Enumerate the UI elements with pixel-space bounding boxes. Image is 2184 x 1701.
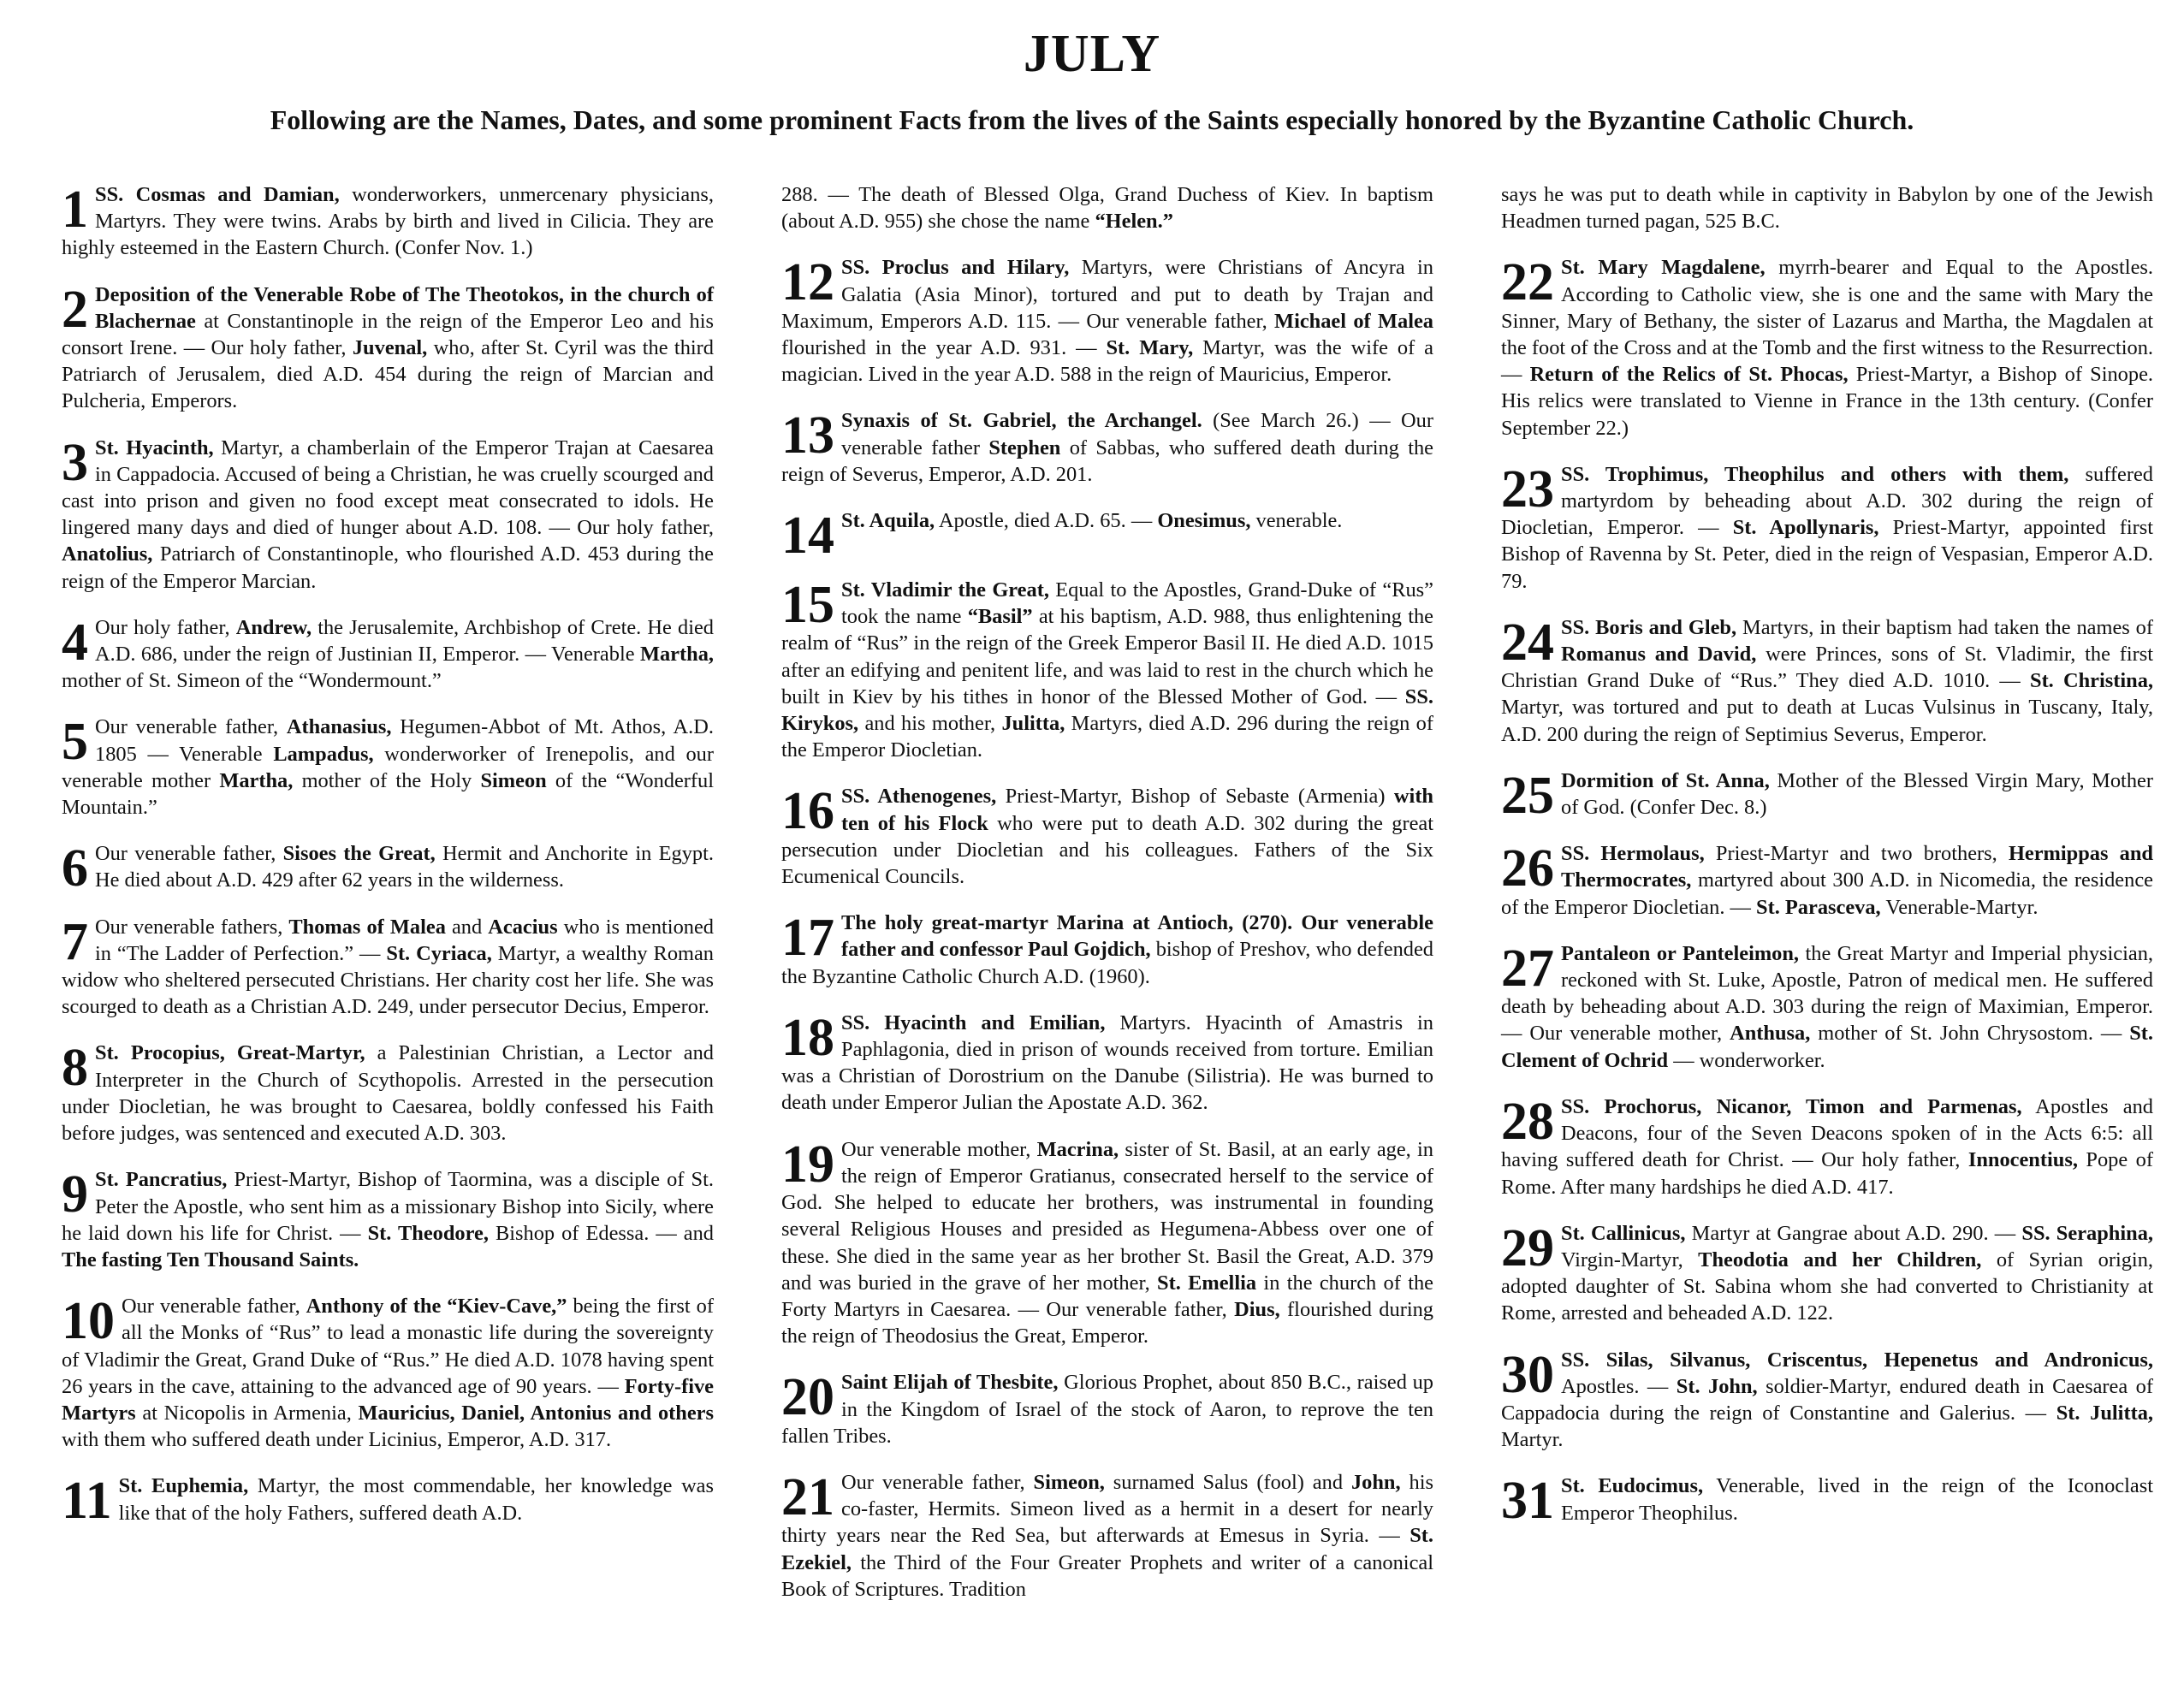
day-entry-3 (62, 435, 714, 595)
day-entry-17 (781, 910, 1433, 990)
saint-name: Acacius (488, 915, 558, 939)
saint-name: St. Julitta, (2056, 1401, 2154, 1425)
saint-name: St. Christina, (2030, 669, 2153, 693)
saint-name: John, (1350, 1470, 1401, 1494)
day-number: 4 (62, 613, 88, 672)
saint-name: Sisoes the Great, (282, 842, 436, 866)
column-3 (1501, 181, 2153, 1622)
day-entry-5 (62, 714, 714, 821)
entry-text: and (445, 915, 489, 939)
saint-name: The holy great-martyr Marina at Antioch, (270). Our venerable father and confessor Paul Gojdich, (841, 911, 1433, 962)
entry-text: Priest-Martyr and two brothers, (1704, 842, 2009, 866)
entry-text: at his baptism, A.D. 988, thus enlightening the realm of “Rus” in the reign of the Greek Emperor Basil II. He died A.D. 1015 after an edifying and penitent life, and was laid to rest in the church which he built in Kiev by his tithes in honor of the Blessed Mother of God. — (781, 605, 1433, 708)
saint-name: Athanasius, (286, 715, 392, 739)
entry-text: Our venerable father, (95, 715, 287, 739)
saint-name: Julitta, (1001, 712, 1065, 736)
saint-name: St. Theodore, (367, 1221, 489, 1245)
saint-name: Macrina, (1036, 1137, 1119, 1161)
saint-name: “Basil” (967, 605, 1033, 629)
saint-name: Anthony of the “Kiev-Cave,” (306, 1295, 567, 1319)
saint-name: St. Apollynaris, (1732, 516, 1879, 540)
day-entry-1 (62, 181, 714, 262)
saint-name: Forty-five Martyrs (62, 1374, 714, 1425)
entry-text: Apostles. — (1561, 1374, 1677, 1398)
entry-text: wonderworker of Irenepolis, and our venerable mother (62, 742, 714, 792)
day-number: 2 (62, 280, 88, 339)
day-number: 6 (62, 839, 88, 898)
day-entry-8 (62, 1040, 714, 1147)
entry-text: Virgin-Martyr, (1561, 1248, 1699, 1271)
entry-text: Patriarch of Constantinople, who flourished A.D. 453 during the reign of the Emperor Marcian. (62, 542, 714, 593)
saint-name: St. Procopius, Great-Martyr, (95, 1041, 365, 1065)
entry-text: of Syrian origin, adopted daughter of St. Sabina whom she had converted to Christianity at Rome, arrested and beheaded A.D. 122. (1501, 1248, 2154, 1325)
saint-name: St. Pancratius, (95, 1168, 228, 1192)
entry-text: the Third of the Four Greater Prophets and writer of a canonical Book of Scriptures. Tradition (781, 1550, 1433, 1601)
day-number: 15 (781, 576, 834, 635)
saint-name: St. Eudocimus, (1561, 1474, 1704, 1498)
saint-name: Hermippas and Thermocrates, (1561, 842, 2153, 892)
entry-text: who, after St. Cyril was the third Patriarch of Jerusalem, died A.D. 454 during the reign of Marcian and Pulcheria, Emperors. (62, 336, 714, 413)
day-entry-10 (62, 1293, 714, 1453)
entry-text: Bishop of Edessa. — and (488, 1221, 714, 1245)
day-number: 23 (1501, 459, 1554, 519)
saint-name: Mauricius, Daniel, Antonius and others (358, 1401, 715, 1425)
saint-name: Martha, (639, 643, 714, 667)
day-number: 22 (1501, 253, 1554, 312)
day-entry-13 (781, 407, 1433, 488)
day-entry-18 (781, 1010, 1433, 1117)
saint-name: St. Emellia (1157, 1271, 1257, 1295)
saint-name: The fasting Ten Thousand Saints. (62, 1248, 359, 1271)
day-entry-27 (1501, 940, 2153, 1074)
entry-text: Martyr at Gangrae about A.D. 290. — (1685, 1221, 2022, 1245)
day-entry-7 (62, 914, 714, 1021)
entry-text: Our venerable mother, (841, 1137, 1037, 1161)
day-entry-31 (1501, 1472, 2153, 1531)
entry-text: Glorious Prophet, about 850 B.C., raised up in the Kingdom of Israel of the stock of Aaron, to reprove the ten fallen Tribes. (781, 1371, 1433, 1448)
day-number: 7 (62, 912, 88, 971)
day-number: 26 (1501, 839, 1554, 898)
day-entry-6 (62, 839, 714, 898)
entry-text: at Constantinople in the reign of the Emperor Leo and his consort Irene. — Our holy father, (62, 309, 714, 360)
day-entry-2 (62, 282, 714, 415)
entry-text: who were put to death A.D. 302 during the great persecution under Diocletian and his colleagues. Fathers of the Six Ecumenical Councils. (781, 811, 1433, 889)
entry-text: Mother of the Blessed Virgin Mary, Mother of God. (Confer Dec. 8.) (1561, 768, 2153, 820)
day-entry-29 (1501, 1220, 2153, 1327)
day-entry-30 (1501, 1347, 2153, 1454)
saint-name: SS. Kirykos, (781, 685, 1433, 736)
entry-text: with them who suffered death under Licinius, Emperor, A.D. 317. (62, 1428, 612, 1452)
entry-text: and his mother, (858, 712, 1002, 736)
day-entry-25 (1501, 766, 2153, 825)
saint-name: St. John, (1676, 1374, 1758, 1398)
day-entry-continuation (1501, 181, 2153, 234)
entry-text: Venerable-Martyr. (1880, 895, 2039, 919)
saint-name: Romanus and David, (1561, 643, 1757, 667)
day-number: 20 (781, 1368, 834, 1427)
saint-name: Onesimus, (1157, 509, 1251, 533)
saint-name: St. Ezekiel, (781, 1524, 1433, 1574)
day-entry-14 (781, 507, 1433, 566)
entry-text: Hegumen-Abbot of Mt. Athos, A.D. 1805 — Venerable (95, 715, 714, 766)
saint-name: Michael of Malea (1274, 309, 1434, 333)
saints-columns (62, 181, 2153, 1622)
day-number: 29 (1501, 1218, 1554, 1277)
day-number: 19 (781, 1135, 834, 1194)
entry-text: Our venerable father, (95, 842, 283, 866)
saint-name: Return of the Relics of St. Phocas, (1529, 363, 1849, 387)
saint-name: Stephen (988, 436, 1061, 459)
saint-name: Dormition of St. Anna, (1561, 768, 1770, 792)
entry-text: at Nicopolis in Armenia, (135, 1401, 359, 1425)
saint-name: Martha, (219, 768, 294, 792)
entry-text: soldier-Martyr, endured death in Caesarea of Cappadocia during the reign of Constantine and Galerius. — (1501, 1374, 2153, 1425)
day-number: 21 (781, 1467, 834, 1526)
entry-text: Our venerable father, (841, 1470, 1034, 1494)
day-entry-23 (1501, 461, 2153, 595)
entry-text: a Palestinian Christian, a Lector and Interpreter in the Church of Scythopolis. Arrested in the persecution under Diocletian, he was brought to Caesarea, boldly confessed his Faith before judges, was sentenced and executed A.D. 303. (62, 1041, 714, 1146)
day-entry-19 (781, 1136, 1433, 1350)
day-number: 28 (1501, 1092, 1554, 1151)
day-number: 1 (62, 181, 88, 239)
day-number: 30 (1501, 1345, 1554, 1404)
saint-name: Theodotia and her Children, (1698, 1248, 1982, 1271)
day-number: 27 (1501, 939, 1554, 998)
entry-text: Martyrs, died A.D. 296 during the reign of the Emperor Diocletian. (781, 712, 1434, 762)
saint-name: Simeon, (1033, 1470, 1105, 1494)
entry-text: myrrh-bearer and Equal to the Apostles. According to Catholic view, she is one and the same with Mary the Sinner, Mary of Bethany, the sister of Lazarus and Martha, the Magdalen at the foot of the Cross and at the Tomb and the first witness to the Resurrection. — (1501, 256, 2154, 387)
entry-text: the Jerusalemite, Archbishop of Crete. He died A.D. 686, under the reign of Justinian II, Emperor. — Venerable (95, 615, 714, 667)
day-number: 5 (62, 713, 88, 772)
entry-text: his co-faster, Hermits. Simeon lived as a hermit in a desert for nearly thirty years near the Red Sea, but afterwards at Emesus in Syria. — (781, 1470, 1433, 1548)
entry-text: Martyr, a chamberlain of the Emperor Trajan at Caesarea in Cappadocia. Accused of being a Christian, he was cruelly scourged and cast into prison and given no food except meat consecrated to idols. He lingered many days and died of hunger about A.D. 108. — Our holy father, (62, 436, 715, 540)
entry-text: wonderworkers, unmercenary physicians, Martyrs. They were twins. Arabs by birth and lived in Cilicia. They are highly esteemed in the Eastern Church. (Confer Nov. 1.) (62, 183, 714, 260)
entry-text: — wonderworker. (1668, 1048, 1825, 1072)
day-entry-15 (781, 577, 1433, 763)
day-entry-26 (1501, 840, 2153, 921)
entry-text: the Great Martyr and Imperial physician, reckoned with St. Luke, Apostle, Patron of medical men. He suffered death by beheading about A.D. 303 during the reign of Maximian, Emperor. — Our venerable mother, (1501, 941, 2154, 1046)
day-number: 17 (781, 909, 834, 968)
entry-text: Our holy father, (95, 615, 236, 639)
saint-name: SS. Trophimus, Theophilus and others with them, (1561, 462, 2069, 486)
column-2 (781, 181, 1433, 1622)
saint-name: St. Aquila, (841, 509, 935, 533)
entry-text: (See March 26.) — Our venerable father (841, 409, 1433, 459)
day-number: 10 (62, 1292, 115, 1351)
entry-text: Venerable, lived in the reign of the Iconoclast Emperor Theophilus. (1561, 1474, 2153, 1525)
day-entry-continuation (781, 181, 1433, 234)
day-entry-4 (62, 614, 714, 695)
day-number: 24 (1501, 613, 1554, 672)
entry-text: martyred about 300 A.D. in Nicomedia, the residence of the Emperor Diocletian. — (1501, 868, 2153, 919)
saint-name: SS. Hyacinth and Emilian, (841, 1011, 1106, 1034)
saint-name: Juvenal, (352, 336, 428, 360)
saint-name: “Helen.” (1095, 210, 1173, 234)
entry-text: surnamed Salus (fool) and (1104, 1470, 1351, 1494)
saint-name: Simeon (480, 768, 547, 792)
saint-name: Synaxis of St. Gabriel, the Archangel. (841, 409, 1202, 433)
entry-text: mother of St. John Chrysostom. — (1810, 1022, 2130, 1046)
entry-text: Martyrs. Hyacinth of Amastris in Paphlagonia, died in prison of wounds received from torture. Emilian was a Christian of Dorostrium on the Danube (Silistria). He was burned to death under Emperor Julian the Apostate A.D. 362. (781, 1011, 1433, 1115)
saint-name: SS. Athenogenes, (841, 785, 997, 809)
entry-text: Priest-Martyr, Bishop of Taormina, was a disciple of St. Peter the Apostle, who sent him as a missionary Bishop into Sicily, where he laid down his life for Christ. — (62, 1168, 714, 1245)
entry-text: flourished during the reign of Theodosius the Great, Emperor. (781, 1297, 1433, 1348)
entry-text: Equal to the Apostles, Grand-Duke of “Rus” took the name (841, 578, 1433, 629)
entry-text: mother of the Holy (293, 768, 481, 792)
page-title: JULY (1023, 25, 1161, 83)
day-number: 18 (781, 1008, 834, 1067)
saint-name: Anatolius, (62, 542, 153, 566)
saint-name: Andrew, (235, 615, 312, 639)
day-entry-11 (62, 1472, 715, 1531)
saint-name: SS. Seraphina, (2021, 1221, 2153, 1245)
entry-text: Martyr, was tortured and put to death at Lucas Vulsinus in Tuscany, Italy, A.D. 200 during the reign of Septimius Severus, Emperor. (1501, 696, 2153, 746)
entry-text: Apostles and Deacons, four of the Seven Deacons spoken of in the Acts 6:5: all having suffered death for Christ. — Our holy father, (1501, 1094, 2153, 1172)
saint-name: Deposition of the Venerable Robe of The Theotokos, in the church of Blachernae (95, 282, 714, 333)
entry-text: in the church of the Forty Martyrs in Caesarea. — Our venerable father, (781, 1271, 1433, 1321)
day-entry-22 (1501, 254, 2153, 441)
entry-text: Martyr, the most commendable, her knowledge was like that of the holy Fathers, suffered death A.D. (118, 1474, 715, 1525)
entry-text: Pope of Rome. After many hardships he died A.D. 417. (1501, 1148, 2153, 1199)
saint-name: St. Hyacinth, (95, 436, 214, 459)
entry-text: of Sabbas, who suffered death during the reign of Severus, Emperor, A.D. 201. (781, 436, 1433, 486)
saint-name: Anthusa, (1730, 1022, 1811, 1046)
day-entry-20 (781, 1369, 1433, 1449)
day-number: 11 (62, 1472, 112, 1531)
saint-name: SS. Cosmas and Damian, (95, 183, 340, 206)
day-entry-24 (1501, 614, 2153, 748)
entry-text: Priest-Martyr, appointed first Bishop of Ravenna by St. Peter, died in the reign of Vespasian, Emperor A.D. 79. (1501, 516, 2153, 593)
saint-name: St. Clement of Ochrid (1501, 1022, 2153, 1072)
entry-text: Our venerable fathers, (95, 915, 289, 939)
saint-name: St. Callinicus, (1561, 1221, 1686, 1245)
entry-text: being the first of all the Monks of “Rus” to lead a monastic life during the sovereignty of Vladimir the Great, Grand Duke of “Rus.” He died A.D. 1078 having spent 26 years in the cave, attaining to the advanced age of 90 years. — (62, 1295, 714, 1398)
day-number: 8 (62, 1039, 88, 1098)
entry-text: Martyr, was the wife of a magician. Lived in the year A.D. 588 in the reign of Mauricius, Emperor. (781, 336, 1433, 387)
day-number: 16 (781, 782, 834, 841)
day-entry-9 (62, 1166, 714, 1273)
saint-name: SS. Boris and Gleb, (1561, 615, 1737, 639)
day-entry-21 (781, 1469, 1433, 1603)
entry-text: venerable. (1250, 509, 1343, 533)
entry-text: bishop of Preshov, who defended the Byzantine Catholic Church A.D. (1960). (781, 938, 1433, 988)
day-number: 3 (62, 433, 88, 492)
saint-name: Lampadus, (273, 742, 374, 766)
saint-name: St. Mary, (1106, 336, 1194, 360)
saint-name: St. Euphemia, (118, 1474, 249, 1498)
saint-name: St. Vladimir the Great, (841, 578, 1049, 602)
entry-text: Martyr. (1501, 1428, 1564, 1452)
saint-name: SS. Silas, Silvanus, Criscentus, Hepenetus and Andronicus, (1561, 1348, 2153, 1372)
entry-text: were Princes, sons of St. Vladimir, the first Christian Grand Duke of “Rus.” They died A.D. 1010. — (1501, 643, 2153, 693)
saint-name: with ten of his Flock (841, 785, 1433, 835)
day-number: 13 (781, 406, 834, 465)
entry-text: who is mentioned in “The Ladder of Perfection.” — (95, 915, 714, 965)
saint-name: St. Cyriaca, (386, 941, 492, 965)
saint-name: SS. Proclus and Hilary, (841, 256, 1070, 280)
day-number: 12 (781, 253, 834, 312)
day-number: 14 (781, 507, 834, 566)
saint-name: Saint Elijah of Thesbite, (841, 1371, 1059, 1395)
entry-text: Martyrs, were Christians of Ancyra in Galatia (Asia Minor), tortured and put to death by Trajan and Maximum, Emperors A.D. 115. — Our venerable father, (781, 256, 1433, 333)
saint-name: St. Parasceva, (1756, 895, 1881, 919)
entry-text: suffered martyrdom by beheading about A.D. 302 during the reign of Diocletian, Emperor. — (1501, 462, 2153, 540)
day-entry-16 (781, 783, 1433, 890)
entry-text: Martyrs, in their baptism had taken the names of (1736, 615, 2154, 639)
entry-text: Our venerable father, (122, 1295, 306, 1319)
entry-text: mother of St. Simeon of the “Wondermount.” (62, 669, 442, 693)
entry-text: flourished in the year A.D. 931. — (781, 336, 1107, 360)
entry-text: Hermit and Anchorite in Egypt. He died about A.D. 429 after 62 years in the wilderness. (95, 842, 714, 892)
page-subtitle: Following are the Names, Dates, and some prominent Facts from the lives of the Saints especially honored by the Byzantine Catholic Church. (270, 104, 1914, 135)
day-entry-12 (781, 254, 1433, 388)
day-entry-28 (1501, 1094, 2153, 1200)
saint-name: Pantaleon or Panteleimon, (1561, 941, 1800, 965)
saint-name: Innocentius, (1967, 1148, 2078, 1172)
saint-name: Dius, (1234, 1297, 1280, 1321)
day-number: 25 (1501, 766, 1554, 825)
saint-name: SS. Prochorus, Nicanor, Timon and Parmenas, (1561, 1094, 2022, 1118)
entry-text: sister of St. Basil, at an early age, in the reign of Emperor Gratianus, consecrated herself to the service of God. She helped to educate her brothers, was instrumental in founding several Religious Houses and presided as Hegumena-Abbess over one of these. She died in the same year as her brother St. Basil the Great, A.D. 379 and was buried in the grave of her mother, (781, 1137, 1433, 1295)
column-1 (62, 181, 714, 1622)
entry-text: says he was put to death while in captivity in Babylon by one of the Jewish Headmen turned pagan, 525 B.C. (1501, 183, 2153, 234)
entry-text: Apostle, died A.D. 65. — (935, 509, 1158, 533)
entry-text: Martyr, a wealthy Roman widow who sheltered persecuted Christians. Her charity cost her life. She was scourged to death as a Christian A.D. 249, under persecutor Decius, Emperor. (62, 941, 715, 1019)
day-number: 9 (62, 1165, 88, 1224)
entry-text: Priest-Martyr, Bishop of Sebaste (Armenia) (996, 785, 1394, 809)
saint-name: St. Mary Magdalene, (1561, 256, 1766, 280)
entry-text: 288. — The death of Blessed Olga, Grand Duchess of Kiev. In baptism (about A.D. 955) she chose the name (781, 183, 1433, 234)
entry-text: of the “Wonderful Mountain.” (62, 768, 714, 820)
saint-name: SS. Hermolaus, (1561, 842, 1705, 866)
day-number: 31 (1501, 1472, 1554, 1531)
saint-name: Thomas of Malea (288, 915, 446, 939)
entry-text: Priest-Martyr, a Bishop of Sinope. His relics were translated to Vienne in France in the 13th century. (Confer September 22.) (1501, 363, 2153, 440)
